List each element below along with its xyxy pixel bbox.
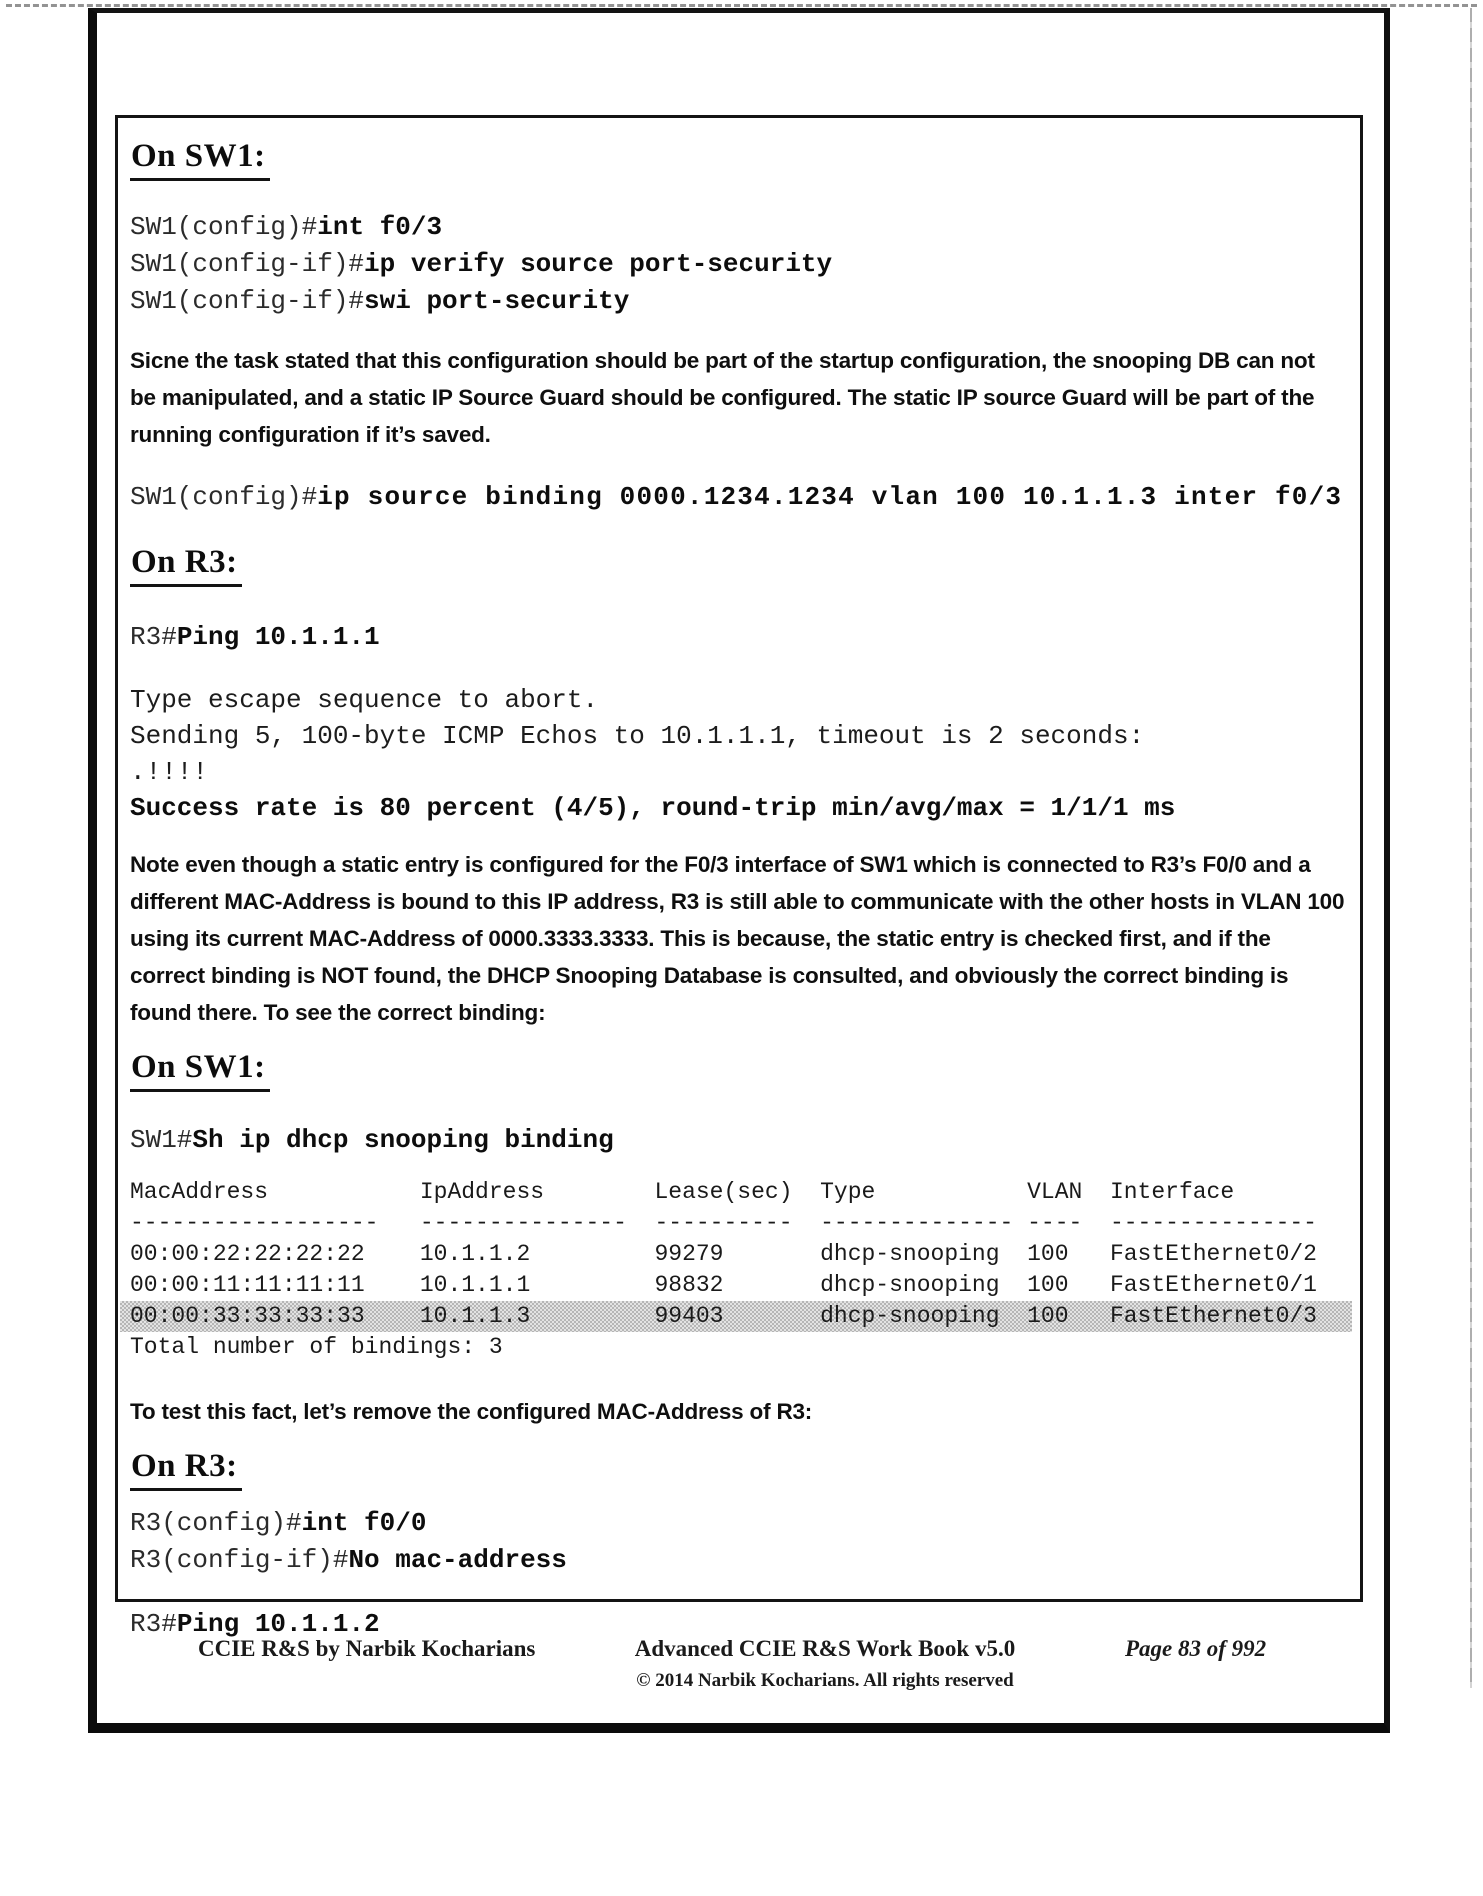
cli-prompt: SW1(config-if)# <box>130 249 365 279</box>
footer-author: CCIE R&S by Narbik Kocharians <box>198 1636 536 1661</box>
cli-line <box>130 246 1346 283</box>
cli-line <box>130 1542 1346 1579</box>
footer-copyright: © 2014 Narbik Kocharians. All rights reserved <box>636 1670 1014 1691</box>
cli-command: int f0/0 <box>301 1508 427 1538</box>
dhcp-binding-table <box>130 1177 1346 1363</box>
cli-command: Ping 10.1.1.1 <box>176 622 380 652</box>
section-heading-on-r3 <box>130 542 1346 587</box>
cli-line <box>130 619 1346 656</box>
cell-vlan: 100 <box>1027 1241 1069 1267</box>
separator: ---- <box>1027 1210 1083 1236</box>
cell-interface: FastEthernet0/1 <box>1109 1272 1317 1298</box>
cli-prompt: R3(config-if)# <box>130 1545 349 1575</box>
section-heading-text: On R3: <box>130 1446 242 1491</box>
cli-block-r3-remove-mac <box>130 1505 1346 1579</box>
ping-output-line: Type escape sequence to abort. <box>130 685 599 715</box>
table-separator-row <box>130 1208 1346 1239</box>
section-heading-on-r3-2 <box>130 1446 1346 1491</box>
col-header-macaddress: MacAddress <box>130 1179 269 1205</box>
cell-macaddress: 00:00:22:22:22:22 <box>130 1241 365 1267</box>
cli-command: int f0/3 <box>317 212 443 242</box>
cli-prompt: SW1(config-if)# <box>130 286 365 316</box>
section-heading-on-sw1-2 <box>130 1047 1346 1092</box>
table-row <box>130 1239 1346 1270</box>
cell-interface: FastEthernet0/3 <box>1109 1303 1317 1329</box>
cell-vlan: 100 <box>1027 1303 1069 1329</box>
separator: -------------- <box>820 1210 1014 1236</box>
cli-line <box>130 1122 1346 1159</box>
cell-lease: 99279 <box>654 1241 724 1267</box>
scan-artifact-top-dashes <box>6 4 1477 7</box>
cell-ipaddress: 10.1.1.2 <box>419 1241 531 1267</box>
cell-type: dhcp-snooping <box>820 1272 1000 1298</box>
cli-prompt: SW1(config)# <box>130 212 318 242</box>
cell-macaddress: 00:00:11:11:11:11 <box>130 1272 365 1298</box>
ping-output-line: .!!!! <box>130 757 209 787</box>
cli-command: Ping 10.1.1.2 <box>176 1609 380 1639</box>
cli-block-show-snooping <box>130 1122 1346 1159</box>
content-box <box>115 115 1363 1639</box>
cli-line <box>130 479 1346 516</box>
cli-line <box>130 283 1346 320</box>
ping-output-line: Sending 5, 100-byte ICMP Echos to 10.1.1.1, timeout is 2 seconds: <box>130 721 1145 751</box>
ping-output-block <box>130 682 1346 826</box>
footer-book-title: Advanced CCIE R&S Work Book v5.0 <box>634 1636 1016 1661</box>
cell-interface: FastEthernet0/2 <box>1109 1241 1317 1267</box>
section-heading-text: On SW1: <box>130 136 270 181</box>
cli-prompt: R3# <box>130 622 177 652</box>
table-row-highlighted <box>120 1301 1352 1332</box>
section-heading-text: On R3: <box>130 542 242 587</box>
separator: ---------- <box>654 1210 793 1236</box>
table-header-row <box>130 1177 1346 1208</box>
cli-prompt: R3# <box>130 1609 177 1639</box>
separator: --------------- <box>419 1210 627 1236</box>
cli-prompt: R3(config)# <box>130 1508 302 1538</box>
cli-prompt: SW1(config)# <box>130 482 318 512</box>
paragraph-static-entry-note: Note even though a static entry is configured for the F0/3 interface of SW1 which is connected to R3’s F0/0 and a different MAC-Address is bound to this IP address, R3 is still able to communicate with the other hosts in VLAN 100 using its current MAC-Address of 0000.3333.3333. This is because, the static entry is checked first, and if the correct binding is NOT found, the DHCP Snooping Database is consulted, and obviously the correct binding is found there. To see the correct binding: <box>130 852 1345 1025</box>
table-row <box>130 1270 1346 1301</box>
cell-type: dhcp-snooping <box>820 1241 1000 1267</box>
cell-vlan: 100 <box>1027 1272 1069 1298</box>
paragraph-test-fact: To test this fact, let’s remove the configured MAC-Address of R3: <box>130 1399 813 1424</box>
cli-block-ip-source-binding <box>130 479 1346 516</box>
col-header-vlan: VLAN <box>1027 1179 1083 1205</box>
section-heading-text: On SW1: <box>130 1047 270 1092</box>
cli-command: No mac-address <box>348 1545 567 1575</box>
col-header-lease: Lease(sec) <box>654 1179 793 1205</box>
cli-command: ip verify source port-security <box>364 249 833 279</box>
cli-prompt: SW1# <box>130 1125 193 1155</box>
cell-ipaddress: 10.1.1.3 <box>419 1303 531 1329</box>
cli-command: ip source binding 0000.1234.1234 vlan 100 10.1.1.3 inter f0/3 <box>317 482 1343 512</box>
paragraph-startup-config-note: Sicne the task stated that this configuration should be part of the startup configuration, the snooping DB can not be manipulated, and a static IP Source Guard should be configured. The static IP source Guard will be part of the running configuration if it’s saved. <box>130 348 1315 447</box>
cell-type: dhcp-snooping <box>820 1303 1000 1329</box>
cell-lease: 98832 <box>654 1272 724 1298</box>
cell-macaddress: 00:00:33:33:33:33 <box>130 1303 365 1329</box>
section-heading-on-sw1 <box>130 136 1346 181</box>
col-header-interface: Interface <box>1109 1179 1235 1205</box>
cli-block-sw1-portsecurity <box>130 209 1346 320</box>
col-header-type: Type <box>820 1179 876 1205</box>
col-header-ipaddress: IpAddress <box>419 1179 545 1205</box>
cli-line <box>130 1505 1346 1542</box>
cli-command: Sh ip dhcp snooping binding <box>192 1125 614 1155</box>
cli-command: swi port-security <box>364 286 630 316</box>
cli-block-r3-ping1 <box>130 619 1346 656</box>
separator: --------------- <box>1109 1210 1317 1236</box>
scan-artifact-right-line <box>1470 8 1472 1688</box>
separator: ------------------ <box>130 1210 379 1236</box>
cell-lease: 99403 <box>654 1303 724 1329</box>
table-total-line: Total number of bindings: 3 <box>130 1334 503 1360</box>
ping-success-line: Success rate is 80 percent (4/5), round-trip min/avg/max = 1/1/1 ms <box>130 793 1176 823</box>
footer-page-number: Page 83 of 992 <box>1125 1636 1267 1661</box>
cell-ipaddress: 10.1.1.1 <box>419 1272 531 1298</box>
cli-line <box>130 209 1346 246</box>
